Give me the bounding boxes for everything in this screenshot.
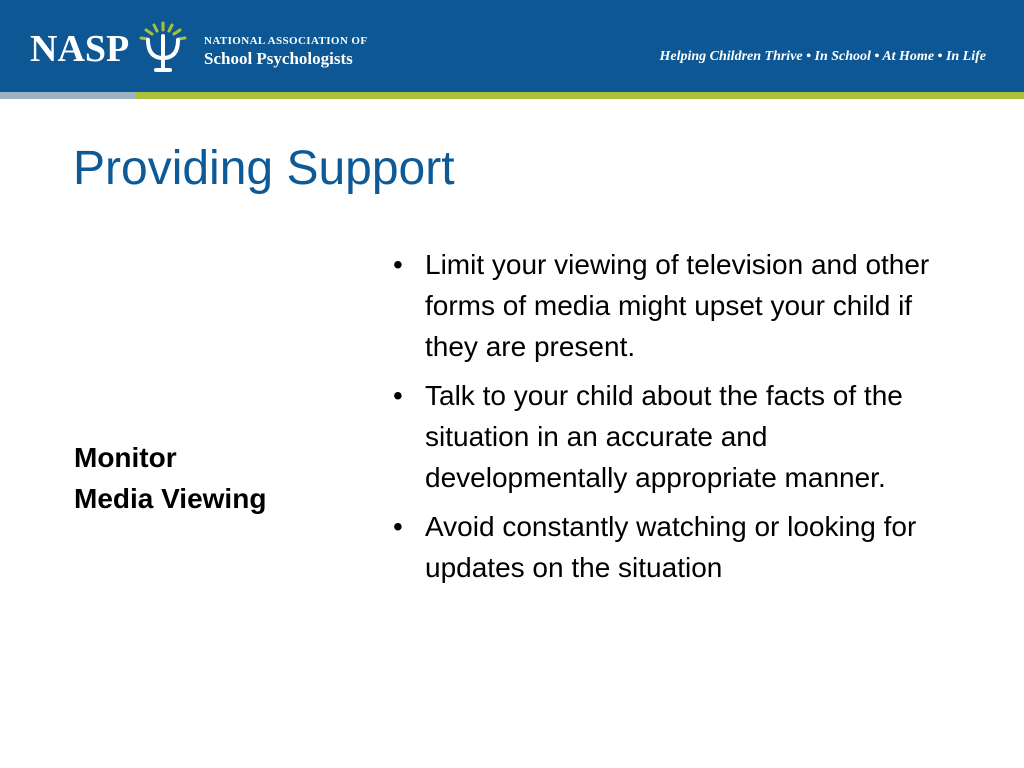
bullet-item — [393, 375, 973, 498]
org-name-line2: School Psychologists — [204, 49, 353, 68]
bullet-marker: • — [393, 249, 403, 280]
bullet-text: Avoid constantly watching or looking for updates on the situation — [425, 511, 917, 583]
bullet-marker: • — [393, 380, 403, 411]
tagline: Helping Children Thrive • In School • At Home • In Life — [659, 49, 986, 64]
bullet-text: Limit your viewing of television and other forms of media might upset your child if they are present. — [425, 249, 930, 362]
nasp-logo-text: NASP — [30, 28, 130, 70]
header-accent-stripe-gray — [0, 92, 135, 99]
header-banner — [0, 0, 1024, 92]
bullet-list — [393, 244, 973, 596]
psi-logo-icon — [136, 20, 190, 76]
slide-title: Providing Support — [73, 142, 455, 195]
subheading-line-1: Monitor — [74, 442, 177, 473]
bullet-marker: • — [393, 511, 403, 542]
bullet-text: Talk to your child about the facts of the situation in an accurate and developmentally appropriate manner. — [425, 380, 903, 493]
section-subheading — [74, 437, 354, 519]
org-name-line1: NATIONAL ASSOCIATION OF — [204, 35, 368, 47]
header-accent-stripe-green — [135, 92, 1024, 99]
subheading-line-2: Media Viewing — [74, 483, 267, 514]
bullet-item — [393, 244, 973, 367]
bullet-item — [393, 506, 973, 588]
